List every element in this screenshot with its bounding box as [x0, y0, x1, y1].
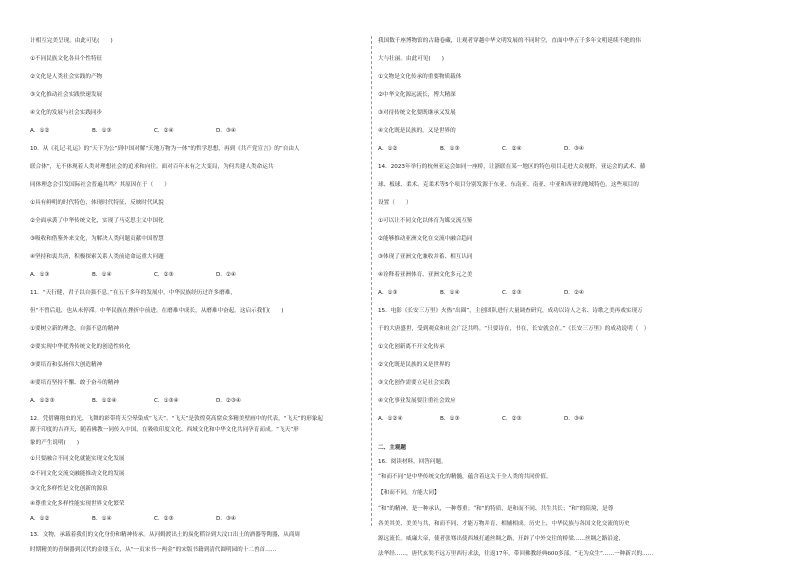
- choice-c: C．②③: [502, 416, 522, 422]
- choice-c: C．②④: [154, 128, 174, 134]
- option-item: ④坚持和衷共济，积极探索关系人类前途命运重大问题: [30, 254, 164, 260]
- answer-choices: [30, 398, 350, 405]
- question-text: 设置（ ）: [378, 200, 412, 206]
- choice-d: D．②④: [564, 290, 584, 296]
- question-text: 12．凭借翱翔虫的光，飞舞的彩带将天空晕染成“飞天”。“飞天”是敦煌莫高窟众多精美壁画中的代表。“飞天”的形象起: [30, 416, 324, 422]
- choice-b: B．①④: [92, 516, 112, 522]
- column-divider: [371, 36, 372, 526]
- choice-d: D．③④: [216, 516, 236, 522]
- choice-b: B．①③: [92, 128, 112, 134]
- question-text: 球、板球、柔术、克柔术等5个项目分别发源于东亚、东南亚、南亚、中亚和西亚的地域特色。这些项目的: [378, 182, 639, 188]
- text-line: 计相互完美呈现。由此可见( ): [30, 38, 113, 44]
- question-text: 14．2023年举行的杭州亚运会如同一座桥，让浙联在某一地区的特色项目走进大众视野。亚运会的武术、藤: [378, 164, 646, 170]
- choice-a: A．①②: [30, 516, 50, 522]
- option-item: ②能够推动亚洲文化在交流中融合趋同: [378, 236, 473, 242]
- question-text: 但“不曾后退，也从未停滞。中华民族在挫折中前进，在磨难中成长，从磨难中奋起。这启示我们( ): [30, 308, 284, 314]
- material-text: 源远流长。威廉大帝，使者张骞出使西域打通丝绸之路，开辟了中外交往的桥梁……丝绸之路沿途，: [378, 536, 625, 542]
- choice-c: C．②③: [502, 290, 522, 296]
- material-text: 法华经……，唐代玄奘不远万里西行求法，往返17年，带回佛教经典600多部。“无为众生”……一种新兴的……: [378, 551, 654, 557]
- choice-b: B．①③: [440, 146, 460, 152]
- material-subheading: 【和而不同，方能大同】: [378, 490, 440, 496]
- answer-choices: [30, 272, 350, 279]
- option-item: ③体现了亚洲文化兼收并蓄、相互认同: [378, 254, 473, 260]
- choice-c: C．②④: [502, 146, 522, 152]
- option-item: ②要实现中华优秀传统文化的创造性转化: [30, 344, 131, 350]
- choice-a: A．①③: [30, 272, 50, 278]
- question-text: 13．文物，承载着我们的文化身份和精神传承。从河姆渡出土的炭化稻谷到大汶口出土的酒器等陶器，从商周: [30, 532, 301, 538]
- option-item: ④文化既是民族的，又是世界的: [378, 128, 456, 134]
- choice-c: C．②③: [154, 272, 174, 278]
- option-item: ①不同民族文化各具个性特征: [30, 56, 103, 62]
- material-text: 各美其美、美美与共，和而不同，才能万物并育、相辅相成。历史上，中华民族与各国文化交流的历史: [378, 521, 630, 527]
- choice-c: C．①③④: [154, 398, 179, 404]
- option-item: ①可以让不同文化以体育为媒交流互鉴: [378, 218, 473, 224]
- choice-d: D．③④: [564, 146, 584, 152]
- option-item: ①只要融合不同文化就能实现文化发展: [30, 456, 125, 462]
- option-item: ③要培育和弘扬伟大创造精神: [30, 362, 103, 368]
- question-text: 11．“天行健，君子以自强不息。”在五千多年的发展中，中华民族经历过许多磨难，: [30, 290, 236, 296]
- choice-d: D．③④: [216, 128, 236, 134]
- choice-d: D．③④: [564, 416, 584, 422]
- option-item: ②全面承袭了中华传统文化，实现了马克思主义中国化: [30, 218, 164, 224]
- section-heading: 二、主观题: [378, 445, 406, 451]
- option-item: ①具有鲜明的时代特色、体现时代特征、反映时代风貌: [30, 200, 164, 206]
- material-text: “和而不同”是中华传统文化的精髓，蕴含着这关于全人类的共同价值。: [378, 474, 552, 480]
- option-item: ③吸收和借鉴外来文化，为解决人类问题贡献中国智慧: [30, 236, 164, 242]
- answer-choices: [30, 516, 350, 523]
- question-text: 联合体”，无不体现着人类对理想社会的追求和向往。面对百年未有之大变局，为何共建人类命运共: [30, 164, 274, 170]
- choice-d: D．②④: [216, 272, 236, 278]
- option-item: ④诠释着亚洲体育、亚洲文化多元之美: [378, 272, 473, 278]
- choice-c: C．②③: [154, 516, 174, 522]
- question-text: 象的产生说明( ): [30, 440, 80, 446]
- question-text: 千的大唐盛世，受到观众和社会广泛共鸣。“只要诗在，书在，长安就会在。”《长安三万里》的成功说明（ ）: [378, 326, 650, 332]
- choice-b: B．①④: [440, 290, 460, 296]
- answer-choices: [30, 128, 350, 135]
- question-text: 16．阅读材料，回答问题。: [378, 459, 447, 465]
- question-text: 同体理念会引发国际社会普遍共鸣？其原因在于（ ）: [30, 182, 170, 188]
- option-item: ②文化是人类社会实践的产物: [30, 74, 103, 80]
- question-text: 源于印度的吉祥天，随着佛教一同传入中国，在吸收印度文化、西域文化和中华文化共同孕育而成。“飞天”形: [30, 427, 299, 433]
- choice-d: D．②③④: [216, 398, 241, 404]
- answer-choices: [378, 290, 698, 297]
- option-item: ①文化创新离不开文化传承: [378, 344, 445, 350]
- option-item: ③文化推动社会实践快速发展: [30, 92, 103, 98]
- option-item: ④要培育坚持不懈、敢于奋斗的精神: [30, 380, 119, 386]
- option-item: ④文化的发展与社会实践同步: [30, 110, 103, 116]
- answer-choices: [378, 416, 698, 423]
- choice-b: B．①④: [92, 272, 112, 278]
- question-text: 10．从《礼记·礼运》的“天下为公”到中国对解“天地万物为一体”的哲学思想，再到《共产党宣言》的“自由人: [30, 146, 300, 152]
- option-item: ④文化事业发展要注重社会效应: [378, 398, 456, 404]
- choice-a: A．①②③: [30, 398, 55, 404]
- question-text: 大与壮丽。由此可见( ): [378, 56, 444, 62]
- choice-a: A．①②④: [378, 416, 403, 422]
- material-text: “和”的精神，是一种承认，一种尊重；“和”的特质，是和而不同、共生共长；“和”的陪境，是尊: [378, 506, 614, 512]
- option-item: ③文化创作需要立足社会实践: [378, 380, 451, 386]
- option-item: ①文物是文化传承的重要物质载体: [378, 74, 462, 80]
- option-item: ②中华文化源远流长，博大精深: [378, 92, 456, 98]
- option-item: ②文化既是民族的又是世界的: [378, 362, 451, 368]
- option-item: ③对待传统文化要既继承又发展: [378, 110, 456, 116]
- answer-choices: [378, 146, 698, 153]
- option-item: ④尊重文化多样性能实现世界文化繁荣: [30, 501, 125, 507]
- question-text: 时期精美的青铜器到汉代的金缕玉衣，从“一页宋书一两金”的宋版书籍到清代圆明园的十二兽首……: [30, 547, 277, 553]
- question-text: 15．电影《长安三万里》火热“出圈”，主创团队进行大量调查研究，成功以诗人之名、诗歌之美再戏实现万: [378, 308, 643, 314]
- choice-a: A．①②: [30, 128, 50, 134]
- option-item: ①要树立新的理念，自强不息的精神: [30, 326, 119, 332]
- choice-b: B．①③: [440, 416, 460, 422]
- choice-b: B．①②④: [92, 398, 117, 404]
- choice-a: A．①②: [378, 146, 398, 152]
- question-text: 我国数千座博物馆的古籍卷藏，让观者穿越中华文明发展的不同时空，直面中华五千多年文明延续不绝的伟: [378, 38, 641, 44]
- option-item: ②不同文化交流交融能推动文化的发展: [30, 471, 125, 477]
- option-item: ③文化多样性是文化创新的源泉: [30, 486, 108, 492]
- choice-a: A．①③: [378, 290, 398, 296]
